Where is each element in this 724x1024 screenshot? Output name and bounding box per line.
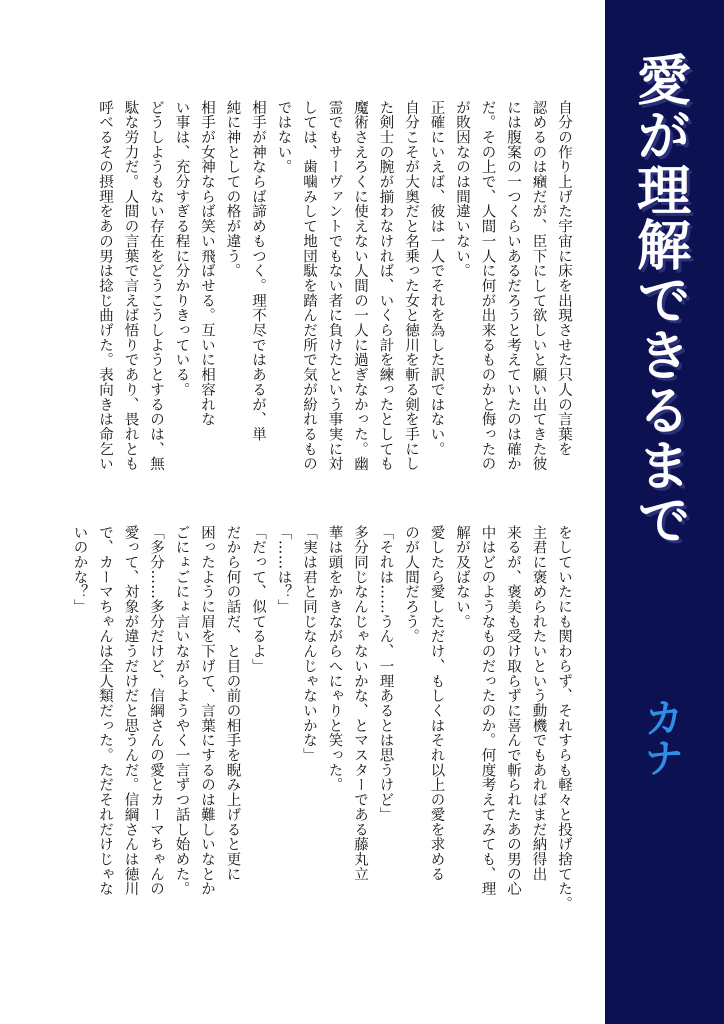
author-name: カナ [637,697,684,777]
title-panel [605,0,724,1024]
text-column: 「だって、似てるよ」 [250,525,266,674]
text-column: いのかな？」 [71,525,88,615]
text-column: 自分の作り上げた宇宙に床を出現させた只人の言葉を [556,100,572,457]
text-column: 駄な労力だ。人間の言葉で言えば悟りであり、畏れとも [122,100,139,472]
text-column: しては、歯噛みして地団駄を踏んだ所で気が紛れるもの [301,100,317,472]
text-column: 中はどのようなものだったのか。何度考えてみても、理 [479,525,496,897]
text-column: 愛したら愛しただけ、もしくはそれ以上の愛を求める [428,525,445,882]
text-column: が敗因なのは間違いない。 [454,100,470,279]
text-column: 「……は？」 [275,525,292,615]
text-column: い事は、充分すぎる程に分かりきっている。 [173,100,190,397]
upper-text-block [34,100,574,502]
text-column: 多分同じなんじゃないかな、とマスターである藤丸立 [352,525,368,882]
text-column: 困ったように眉を下げて、言葉にするのは難しいなとか [199,525,215,897]
text-column: 来るが、褒美も受け取らずに喜んで斬られたあの男の心 [505,525,521,897]
text-column: 正確にいえば、彼は一人でそれを為した訳ではない。 [428,100,445,457]
text-column: 呼べるその摂理をあの男は捻じ曲げた。表向きは命乞い [97,100,113,472]
text-column: をしていたにも関わらず、それすらも軽々と投げ捨てた。 [556,525,572,912]
story-title: 愛が理解できるまで [628,52,693,547]
text-column: 自分こそが大奥だと名乗った女と徳川を斬る剣を手にし [403,100,419,472]
text-column: 相手が神ならば諦めもつく。理不尽ではあるが、単 [250,100,266,442]
text-column: 「それは……うん、一理あるとは思うけど」 [377,525,394,822]
text-column: 華は頭をかきながらへにゃりと笑った。 [326,525,343,793]
text-column: 霊でもサーヴァントでもない者に負けたという事実に対 [326,100,343,472]
text-column: のが人間だろう。 [403,525,419,644]
text-column: 解が及ばない。 [454,525,470,629]
text-column: た剣士の腕が揃わなければ、いくら計を練ったとしても [377,100,394,472]
text-column: だから何の話だ、と目の前の相手を睨み上げると更に [224,525,241,882]
text-column: 「多分……多分だけど、信綱さんの愛とカーマちゃんの [148,525,164,897]
text-column: で、カーマちゃんは全人類だった。ただそれだけじゃな [97,525,113,897]
text-column: 相手が女神ならば笑い飛ばせる。互いに相容れな [199,100,215,427]
text-column: ごにょごにょ言いながらようやく一言ずつ話し始めた。 [173,525,190,897]
text-column: どうしようもない存在をどうこうしようとするのは、無 [148,100,164,472]
lower-text-block [34,525,574,935]
text-column: 愛って、対象が違うだけだと思うんだ。信綱さんは徳川 [122,525,139,897]
text-column: 純に神としての格が違う。 [224,100,241,279]
text-column: 主君に褒められたいという動機でもあればまだ納得出 [530,525,547,882]
body-text [34,100,574,990]
text-column: 「実は君と同じなんじゃないかな」 [301,525,317,763]
text-column: 魔術さえろくに使えない人間の一人に過ぎなかった。幽 [352,100,368,472]
text-column: だ。その上で、人間一人に何が出来るものかと侮ったの [479,100,496,472]
text-column: ではない。 [275,100,292,175]
text-column: 認めるのは癪だが、臣下にして欲しいと願い出てきた彼 [530,100,547,472]
text-column: には腹案の一つくらいあるだろうと考えていたのは確か [505,100,521,472]
